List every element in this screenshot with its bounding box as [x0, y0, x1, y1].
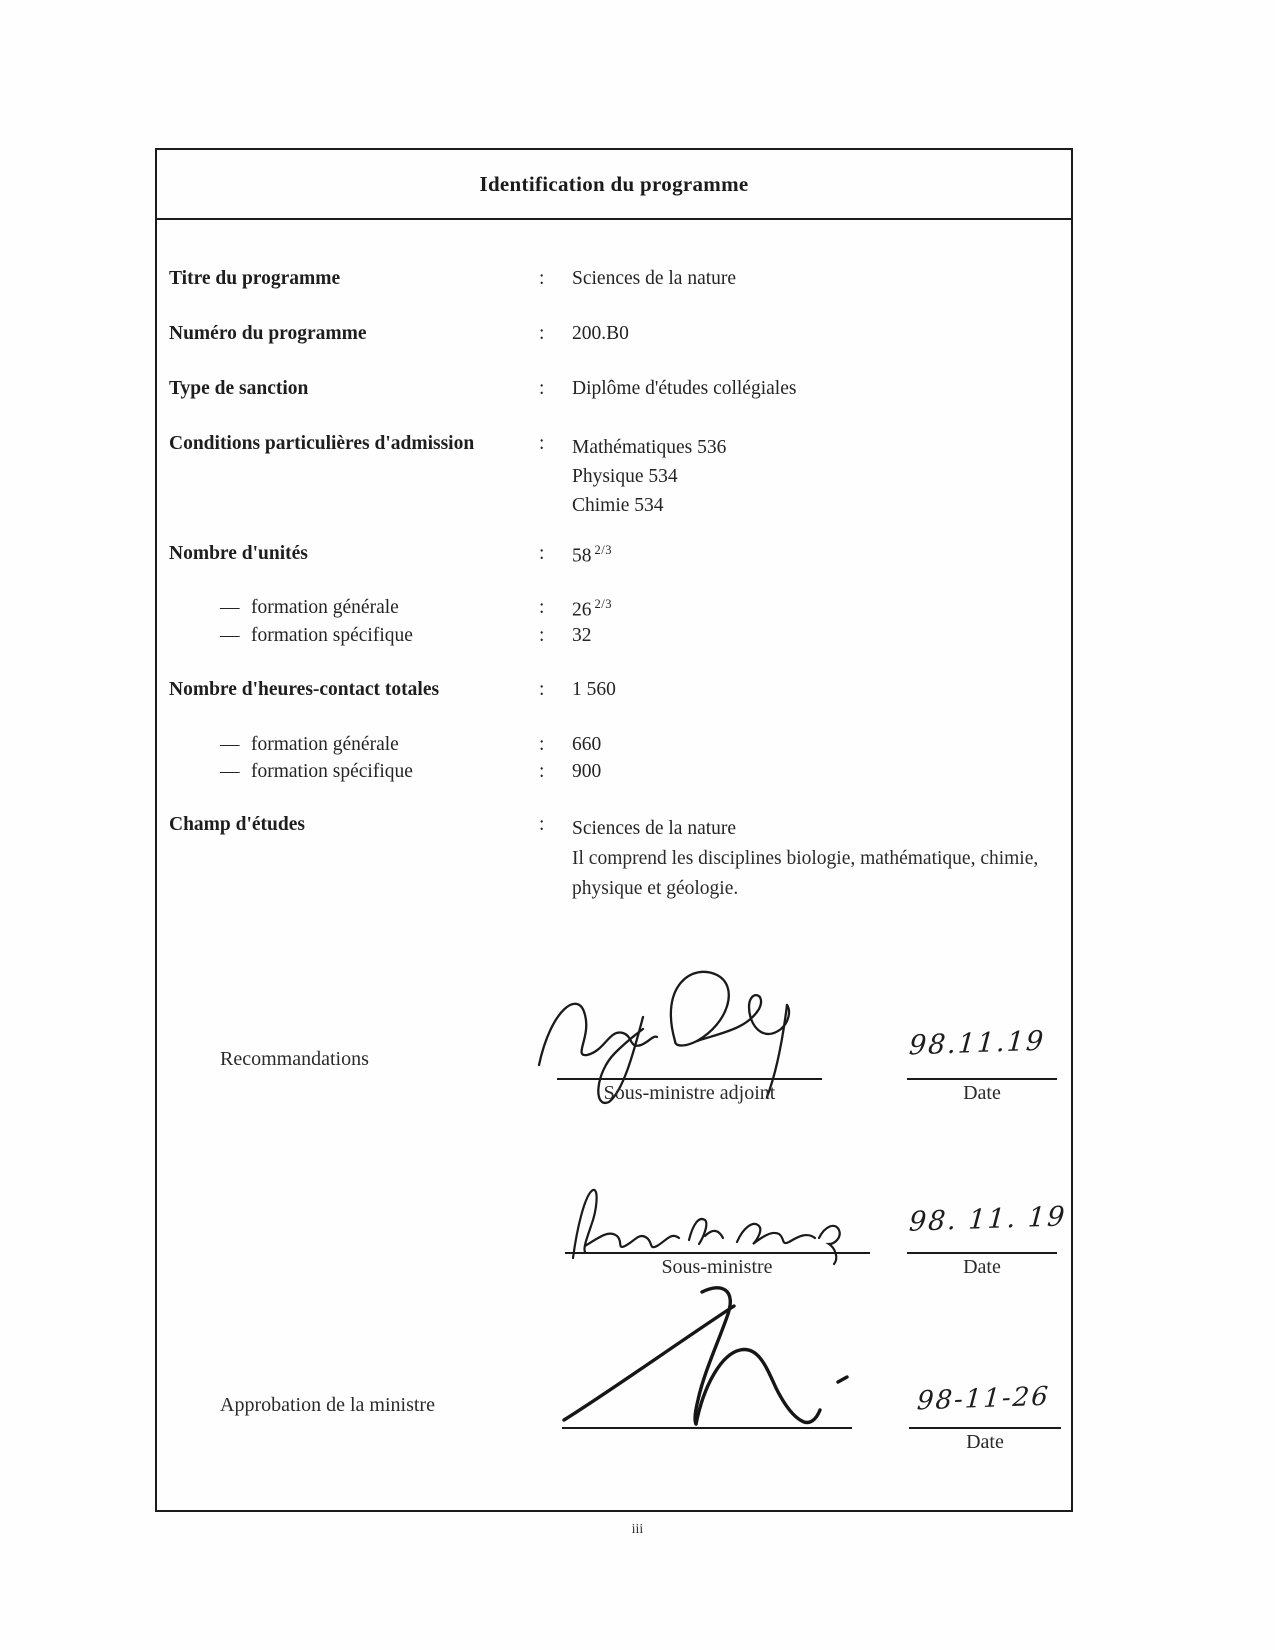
- field-value: Sciences de la nature: [572, 818, 737, 839]
- field-value: Chimie 534: [572, 495, 664, 516]
- colon: :: [539, 761, 545, 782]
- document-frame: [155, 148, 1073, 1512]
- document-header: [157, 150, 1071, 220]
- handwritten-date: 98. 11. 19: [907, 1201, 1068, 1238]
- field-value: 660: [572, 734, 602, 755]
- date-label: Date: [963, 1082, 1001, 1104]
- section-label-recommandations: Recommandations: [220, 1048, 369, 1070]
- colon: :: [539, 625, 545, 646]
- colon: :: [539, 433, 545, 454]
- field-value: 58 $^{2/3}$: [572, 543, 612, 567]
- colon: :: [539, 679, 545, 700]
- field-value-block: [572, 814, 1052, 904]
- field-label: formation générale: [251, 597, 399, 618]
- field-label: Nombre d'heures-contact totales: [169, 679, 440, 700]
- field-value: 1 560: [572, 679, 616, 700]
- field-label: Numéro du programme: [169, 323, 367, 344]
- field-label: Conditions particulières d'admission: [169, 433, 475, 454]
- field-value: 26 $^{2/3}$: [572, 597, 612, 621]
- field-label: Champ d'études: [169, 814, 305, 835]
- date-line: [907, 1078, 1057, 1080]
- signature-role: Sous-ministre adjoint: [603, 1082, 776, 1104]
- list-dash: —: [220, 625, 240, 646]
- handwritten-date: 98.11.19: [907, 1025, 1047, 1062]
- field-value: 32: [572, 625, 592, 646]
- date-line: [907, 1252, 1057, 1254]
- field-label: formation générale: [251, 734, 399, 755]
- field-value: Mathématiques 536: [572, 437, 727, 458]
- colon: :: [539, 378, 545, 399]
- list-dash: —: [220, 597, 240, 618]
- page-number: iii: [631, 1522, 644, 1537]
- list-dash: —: [220, 734, 240, 755]
- signature-line: [562, 1427, 852, 1429]
- section-label-approbation: Approbation de la ministre: [220, 1394, 435, 1416]
- field-label: Type de sanction: [169, 378, 309, 399]
- colon: :: [539, 814, 545, 835]
- list-dash: —: [220, 761, 240, 782]
- signature-ministre: [552, 1280, 862, 1430]
- colon: :: [539, 734, 545, 755]
- field-value: 200.B0: [572, 323, 629, 344]
- handwritten-date: 98-11-26: [915, 1381, 1051, 1417]
- field-value: 900: [572, 761, 602, 782]
- date-label: Date: [963, 1256, 1001, 1278]
- colon: :: [539, 268, 545, 289]
- field-label: Titre du programme: [169, 268, 341, 289]
- fraction-superscript: 2/3: [594, 543, 612, 557]
- colon: :: [539, 543, 545, 564]
- colon: :: [539, 597, 545, 618]
- date-line: [909, 1427, 1061, 1429]
- field-description: Il comprend les disciplines biologie, mathématique, chimie, physique et géologie.: [572, 848, 1039, 899]
- signature-role: Sous-ministre: [661, 1256, 773, 1278]
- fraction-superscript: 2/3: [594, 597, 612, 611]
- field-value: Physique 534: [572, 466, 678, 487]
- signature-line: [557, 1078, 822, 1080]
- field-value: Sciences de la nature: [572, 268, 737, 289]
- field-label: formation spécifique: [251, 625, 413, 646]
- field-value-list: [572, 433, 1052, 520]
- page-title: Identification du programme: [479, 171, 749, 196]
- field-value: Diplôme d'études collégiales: [572, 378, 797, 399]
- field-label: formation spécifique: [251, 761, 413, 782]
- date-label: Date: [966, 1431, 1004, 1453]
- colon: :: [539, 323, 545, 344]
- signature-line: [565, 1252, 870, 1254]
- field-label: Nombre d'unités: [169, 543, 308, 564]
